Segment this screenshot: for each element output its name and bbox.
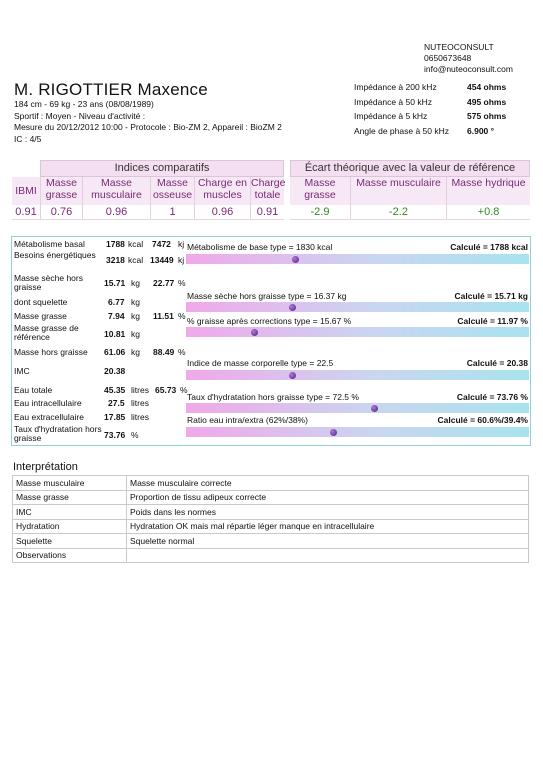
indice-value: 0.91 <box>250 205 284 220</box>
bar-calc: Calculé = 11.97 % <box>457 316 528 326</box>
impedance-row <box>354 111 534 126</box>
measure-label: Eau totale <box>14 385 53 395</box>
company-name: NUTEOCONSULT <box>424 42 494 52</box>
ecart-value: +0.8 <box>446 205 530 220</box>
measure-value-2: 7472 <box>152 239 171 249</box>
patient-name: M. RIGOTTIER Maxence <box>14 80 208 99</box>
interpretation-value: Masse musculaire correcte <box>127 476 529 491</box>
bar-track <box>186 254 529 264</box>
interpretation-key: Hydratation <box>13 519 127 534</box>
indices-title: Indices comparatifs <box>40 160 284 177</box>
patient-line-3: Mesure du 20/12/2012 10:00 - Protocole : Bio-ZM 2, Appareil : BioZM 2 <box>14 122 282 132</box>
interpretation-value: Squelette normal <box>127 534 529 549</box>
bar-label: Ratio eau intra/extra (62%/38%) <box>187 415 308 425</box>
measure-value-2: 65.73 <box>155 385 177 395</box>
bar-marker <box>371 405 378 412</box>
impedance-label: Impédance à 5 kHz <box>354 111 428 121</box>
measure-value: 61.06 <box>104 347 126 357</box>
measure-value: 10.81 <box>104 329 126 339</box>
bar-label: Masse sèche hors graisse type = 16.37 kg <box>187 291 347 301</box>
measure-unit-2: % <box>178 311 186 321</box>
bar-label: Métabolisme de base type = 1830 kcal <box>187 242 333 252</box>
interpretation-value: Hydratation OK mais mal répartie léger manque en intracellulaire <box>127 519 529 534</box>
indice-label: Masse grasse <box>40 177 82 205</box>
measure-unit: kg <box>131 297 140 307</box>
measure-label: Masse grasse de référence <box>14 323 79 342</box>
bar-calc: Calculé = 15.71 kg <box>454 291 528 301</box>
impedance-value: 495 ohms <box>467 96 507 107</box>
measure-unit: kg <box>131 311 140 321</box>
measure-unit: kcal <box>128 255 144 265</box>
company-info <box>424 42 513 75</box>
table-row <box>13 490 529 505</box>
measure-value: 20.38 <box>104 366 126 376</box>
ecart-label: Masse grasse <box>290 177 350 205</box>
measure-unit-2: % <box>178 347 186 357</box>
impedance-row <box>354 97 534 112</box>
measure-value-2: 88.49 <box>153 347 175 357</box>
interpretation-key: IMC <box>13 505 127 520</box>
measure-label: Masse hors graisse <box>14 347 88 357</box>
indice-value: 0.96 <box>194 205 250 220</box>
measure-value: 17.85 <box>104 412 126 422</box>
measure-label: Taux d'hydratation hors graisse <box>14 424 102 443</box>
measure-label: dont squelette <box>14 297 68 307</box>
interpretation-key: Masse grasse <box>13 490 127 505</box>
indices-comparatifs <box>12 160 284 222</box>
impedance-value: 454 ohms <box>467 82 507 92</box>
indice-label: Masse musculaire <box>82 177 150 205</box>
measure-value-2: 11.51 <box>153 311 174 321</box>
bar-track <box>186 302 529 312</box>
measure-unit: kg <box>131 278 140 288</box>
ecart-value: -2.2 <box>350 205 446 220</box>
ecart-title: Écart théorique avec la valeur de référence <box>290 160 530 177</box>
measure-value: 3218 <box>106 255 125 265</box>
interpretation-value <box>127 548 529 563</box>
measure-label: Eau extracellulaire <box>14 412 84 422</box>
indice-label: Charge totale <box>250 177 284 205</box>
patient-line-2: Sportif : Moyen - Niveau d'activité : <box>14 110 146 121</box>
measure-value: 73.76 <box>104 430 126 440</box>
ecart-value: -2.9 <box>290 205 350 220</box>
patient-line-1: 184 cm - 69 kg - 23 ans (08/08/1989) <box>14 99 154 109</box>
indice-value: 0.96 <box>82 205 150 220</box>
measure-label: Masse grasse <box>14 311 67 321</box>
measure-unit: litres <box>131 385 149 395</box>
table-row <box>13 505 529 520</box>
bar-marker <box>289 304 296 311</box>
bar-marker <box>292 256 299 263</box>
bar-label: Indice de masse corporelle type = 22.5 <box>187 358 334 368</box>
ibmi-label: IBMI <box>12 177 40 205</box>
impedance-list <box>354 82 534 140</box>
company-email: info@nuteoconsult.com <box>424 64 513 74</box>
measure-unit: kg <box>131 347 140 357</box>
indice-label: Masse osseuse <box>150 177 194 205</box>
ecart-theorique <box>290 160 530 222</box>
measure-unit-2: kj <box>178 255 185 265</box>
measure-unit-2: % <box>180 385 188 395</box>
bar-calc: Calculé = 73.76 % <box>456 392 528 402</box>
bar-calc: Calculé = 1788 kcal <box>450 242 528 252</box>
measure-value: 7.94 <box>108 311 125 321</box>
measure-unit-2: kj <box>178 239 185 249</box>
measure-label: Besoins énergétiques <box>14 250 96 260</box>
interpretation-key: Squelette <box>13 534 127 549</box>
impedance-value: 6.900 ° <box>467 125 495 136</box>
bar-marker <box>330 429 337 436</box>
patient-info <box>14 99 282 145</box>
interpretation-key: Masse musculaire <box>13 476 127 491</box>
measure-value: 27.5 <box>108 398 125 408</box>
measure-value: 6.77 <box>108 297 125 307</box>
indice-label: Charge en muscles <box>194 177 250 205</box>
bar-track <box>186 427 529 437</box>
bar-calc: Calculé = 20.38 <box>466 358 528 368</box>
impedance-row <box>354 126 534 141</box>
bar-marker <box>251 329 258 336</box>
measure-value: 45.35 <box>104 385 126 395</box>
interpretation-title: Interprétation <box>13 461 78 473</box>
ibmi-value: 0.91 <box>12 205 40 220</box>
measure-value: 15.71 <box>104 278 126 288</box>
interpretation-value: Proportion de tissu adipeux correcte <box>127 490 529 505</box>
measure-label: IMC <box>14 366 30 376</box>
measure-unit-2: % <box>178 278 186 288</box>
table-row <box>13 534 529 549</box>
indice-value: 1 <box>150 205 194 220</box>
measure-unit: kg <box>131 329 140 339</box>
bar-label: % graisse après corrections type = 15.67 % <box>187 316 352 326</box>
interpretation-table <box>12 475 529 563</box>
ecart-label: Masse hydrique <box>446 177 530 205</box>
measure-unit: % <box>131 430 139 440</box>
measure-value-2: 13449 <box>150 255 174 265</box>
interpretation-key: Observations <box>13 548 127 563</box>
measure-unit: kcal <box>128 239 144 249</box>
bar-track <box>186 403 529 413</box>
indice-value: 0.76 <box>40 205 82 220</box>
measure-label: Masse sèche hors graisse <box>14 273 83 292</box>
interpretation-value: Poids dans les normes <box>127 505 529 520</box>
bar-marker <box>289 372 296 379</box>
ecart-label: Masse musculaire <box>350 177 446 205</box>
bar-label: Taux d'hydratation hors graisse type = 72.5 % <box>187 392 359 402</box>
impedance-value: 575 ohms <box>467 111 507 121</box>
table-row <box>13 476 529 491</box>
measure-unit: litres <box>131 398 149 408</box>
patient-line-4: IC : 4/5 <box>14 133 42 144</box>
measure-value: 1788 <box>106 239 125 249</box>
measure-label: Métabolisme basal <box>14 239 85 249</box>
measure-value-2: 22.77 <box>153 278 175 288</box>
bar-calc: Calculé = 60.6%/39.4% <box>437 415 528 425</box>
bar-track <box>186 327 529 337</box>
impedance-row <box>354 82 534 97</box>
measure-label: Eau intracellulaire <box>14 398 82 408</box>
table-row <box>13 548 529 563</box>
bar-track <box>186 370 529 380</box>
company-phone: 0650673648 <box>424 53 472 63</box>
impedance-label: Angle de phase à 50 kHz <box>354 125 449 136</box>
impedance-label: Impédance à 50 kHz <box>354 96 432 107</box>
measure-unit: litres <box>131 412 149 422</box>
impedance-label: Impédance à 200 kHz <box>354 82 437 92</box>
table-row <box>13 519 529 534</box>
